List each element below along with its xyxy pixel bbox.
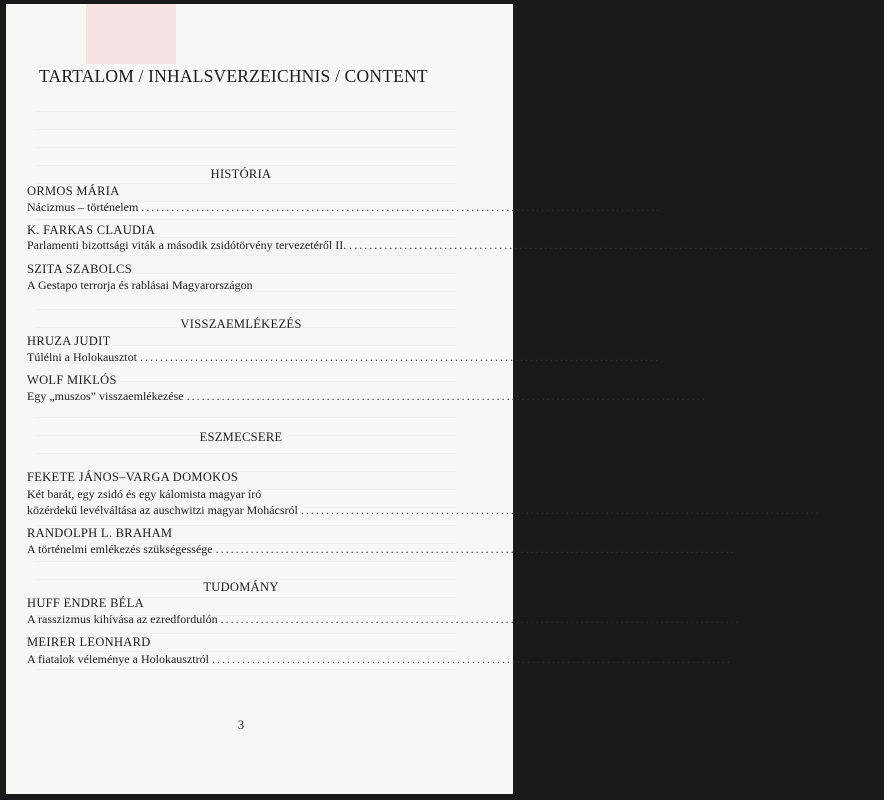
- entry-page-number: 7: [664, 200, 671, 214]
- entry-page-number: 86: [709, 389, 722, 403]
- entry-title: A fiatalok véleménye a Holokausztról: [27, 652, 209, 666]
- page-number: 3: [237, 718, 245, 732]
- toc-entry[interactable]: [27, 238, 884, 254]
- entry-title: A történelmi emlékezés szükségessége: [27, 542, 213, 556]
- entry-author: ORMOS MÁRIA: [27, 184, 120, 198]
- toc-entry[interactable]: [27, 389, 722, 405]
- toc-entry[interactable]: [27, 278, 791, 294]
- entry-title: A rasszizmus kihívása az ezredfordulón: [27, 612, 218, 626]
- leader-dots: ........................................................................................................: [139, 350, 660, 364]
- page-title: TARTALOM / INHALSVERZEICHNIS / CONTENT: [39, 66, 428, 86]
- toc-entry[interactable]: [27, 503, 836, 519]
- entry-title: Túlélni a Holokausztot: [27, 350, 137, 364]
- entry-title: Nácizmus – történelem: [27, 200, 139, 214]
- leader-dots: ........................................................................................................: [186, 389, 707, 403]
- document-page: [6, 4, 884, 794]
- toc-entry[interactable]: [27, 612, 762, 628]
- toc-entry[interactable]: [27, 350, 675, 366]
- leader-dots: ........................................................................................................: [300, 503, 821, 517]
- leader-space: [256, 278, 776, 293]
- entry-page-number: 70: [662, 350, 675, 364]
- entry-page-number: 108: [743, 612, 762, 626]
- toc-entry[interactable]: [27, 652, 753, 668]
- entry-author: FEKETE JÁNOS–VARGA DOMOKOS: [27, 470, 239, 484]
- entry-author: MEIRER LEONHARD: [27, 635, 151, 649]
- section-heading-visszaemlekezes: VISSZAEMLÉKEZÉS: [180, 317, 302, 331]
- entry-author: SZITA SZABOLCS: [27, 262, 132, 276]
- entry-page-number: 18: [872, 238, 884, 252]
- toc-entry[interactable]: [27, 542, 757, 558]
- entry-title: közérdekű levélváltása az auschwitzi magyar Mohácsról: [27, 503, 298, 517]
- section-heading-tudomany: TUDOMÁNY: [203, 580, 279, 594]
- entry-title: Parlamenti bizottsági viták a második zsidótörvény tervezetéről II.: [27, 238, 347, 252]
- section-heading-historia: HISTÓRIA: [210, 167, 272, 181]
- entry-page-number: 120: [734, 652, 753, 666]
- entry-author: WOLF MIKLÓS: [27, 373, 117, 387]
- leader-dots: ........................................................................................................: [211, 652, 732, 666]
- toc-entry[interactable]: [27, 200, 671, 216]
- section-heading-eszmecsere: ESZMECSERE: [199, 430, 283, 444]
- entry-author: HRUZA JUDIT: [27, 334, 111, 348]
- leader-dots: ........................................................................................................: [141, 200, 662, 214]
- leader-dots: ........................................................................................................: [220, 612, 741, 626]
- entry-author: K. FARKAS CLAUDIA: [27, 223, 156, 237]
- entry-author: HUFF ENDRE BÉLA: [27, 596, 145, 610]
- leader-dots: ........................................................................................................: [215, 542, 736, 556]
- entry-page-number: 38: [778, 278, 791, 292]
- cover-bleed-mark: [86, 4, 176, 64]
- entry-title: Egy „muszos” visszaemlékezése: [27, 389, 184, 403]
- entry-title: A Gestapo terrorja és rablásai Magyarországon: [27, 278, 253, 292]
- entry-page-number: 94: [823, 503, 836, 517]
- entry-author: RANDOLPH L. BRAHAM: [27, 526, 173, 540]
- entry-title-line-1: Két barát, egy zsidó és egy kálomista magyar író: [27, 487, 262, 501]
- entry-page-number: 103: [738, 542, 757, 556]
- leader-dots: ........................................................................................................: [349, 238, 870, 252]
